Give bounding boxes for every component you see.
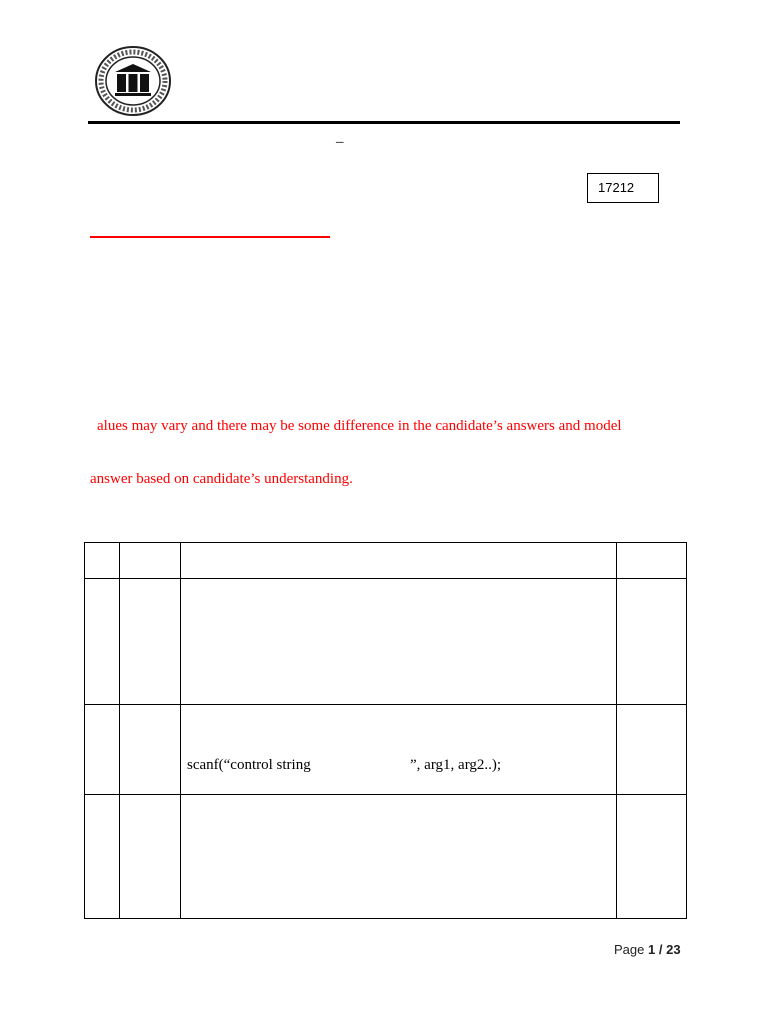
important-instructions-underline	[90, 236, 330, 238]
table-cell	[617, 543, 687, 579]
page-label: Page	[614, 942, 645, 957]
header-divider	[88, 121, 680, 124]
table-cell	[617, 705, 687, 795]
table-cell	[617, 579, 687, 705]
table-row	[85, 705, 687, 795]
table-cell	[181, 579, 617, 705]
instruction-note-line-2: answer based on candidate’s understanding.	[90, 471, 353, 487]
table-cell	[120, 543, 181, 579]
table-row	[85, 795, 687, 919]
institution-logo	[93, 45, 173, 117]
title-dash: –	[336, 134, 344, 150]
table-cell	[181, 543, 617, 579]
page-separator: /	[658, 942, 663, 957]
scanf-syntax-cell	[181, 705, 617, 795]
table-cell	[120, 579, 181, 705]
page-number	[614, 942, 681, 957]
scanf-syntax-prefix: scanf(“control string	[187, 757, 311, 773]
table-cell	[85, 795, 120, 919]
table-cell	[120, 705, 181, 795]
table-cell	[85, 543, 120, 579]
subject-code-box: 17212	[587, 173, 659, 203]
table-cell	[181, 795, 617, 919]
scanf-syntax-suffix: ”, arg1, arg2..);	[410, 757, 502, 773]
table-cell	[120, 795, 181, 919]
answer-table	[84, 542, 687, 919]
table-cell	[85, 705, 120, 795]
table-row	[85, 579, 687, 705]
table-cell	[617, 795, 687, 919]
instruction-note-line-1: alues may vary and there may be some difference in the candidate’s answers and model	[97, 418, 622, 434]
table-cell	[85, 579, 120, 705]
table-header-row	[85, 543, 687, 579]
page-total: 23	[666, 942, 681, 957]
page-current: 1	[648, 942, 656, 957]
